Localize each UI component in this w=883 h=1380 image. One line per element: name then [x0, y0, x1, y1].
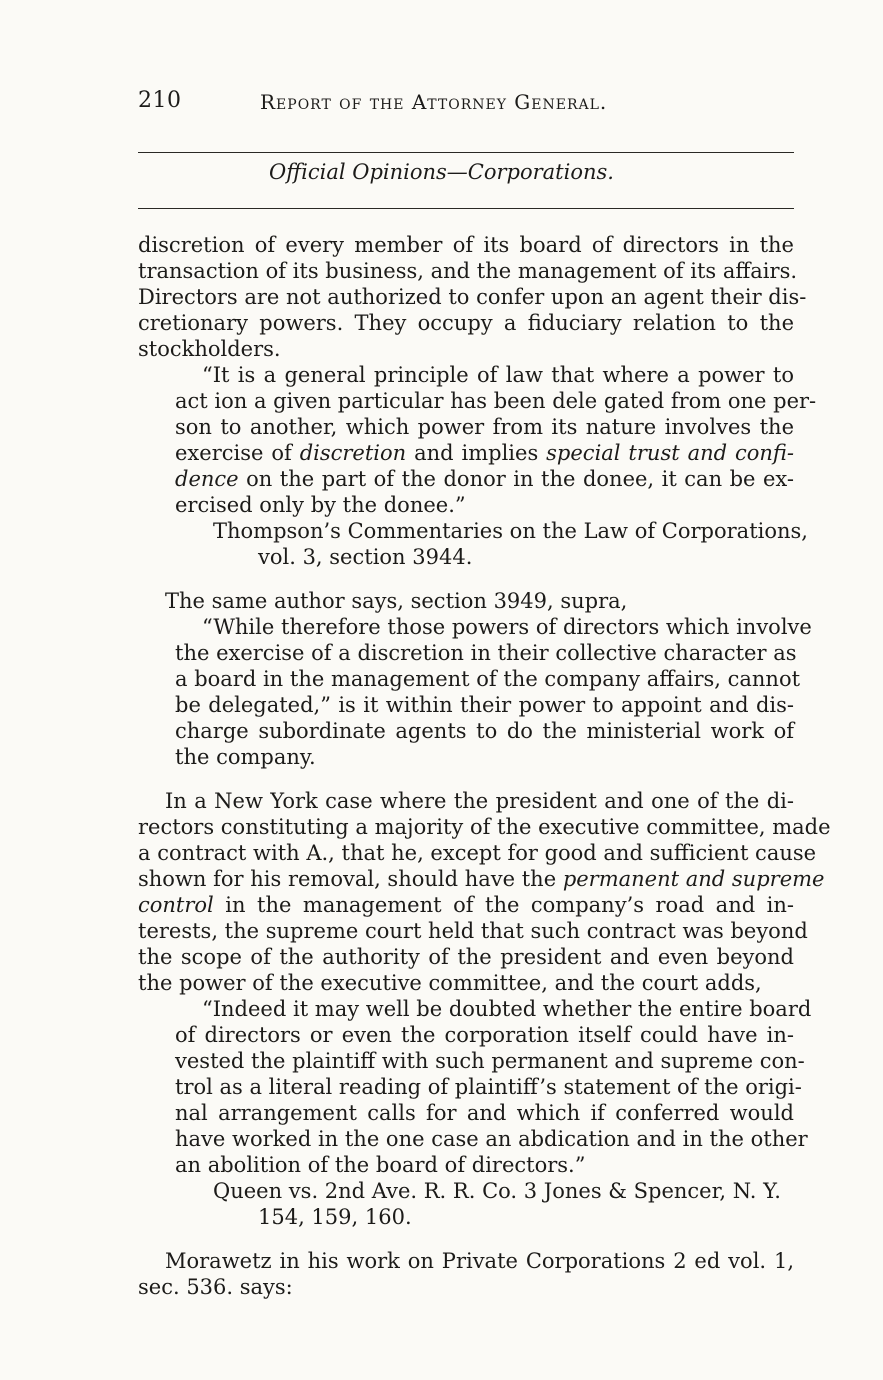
block-quote-1 [175, 362, 817, 518]
text-line: “While therefore those powers of directors which involve [202, 615, 812, 639]
paragraph-4 [138, 1248, 794, 1300]
italic-run: dence [175, 467, 239, 491]
header-rule-bottom [138, 208, 794, 209]
italic-run: special trust and confi- [546, 441, 795, 465]
text-line: a board in the management of the company affairs, cannot [175, 667, 801, 691]
section-title: Official Opinions—Corporations. [269, 160, 614, 184]
text-line: stockholders. [138, 337, 281, 361]
text-line: transaction of its business, and the management of its affairs. [138, 259, 798, 283]
text-line [138, 892, 794, 918]
header-rule-top [138, 152, 794, 153]
text-line: “It is a general principle of law that where a power to [202, 363, 794, 387]
citation-1 [138, 518, 808, 570]
text-line [175, 440, 794, 466]
text-line: the power of the executive committee, and the court adds, [138, 971, 762, 995]
text-line [175, 466, 794, 492]
text-line: Morawetz in his work on Private Corporations 2 ed vol. 1, [165, 1249, 794, 1273]
text-line: have worked in the one case an abdication and in the other [175, 1127, 808, 1151]
running-head: Report of the Attorney General. [260, 90, 608, 114]
text-line: In a New York case where the president and one of the di- [165, 789, 794, 813]
text-line [138, 866, 825, 892]
text-line: terests, the supreme court held that such contract was beyond [138, 919, 808, 943]
text-line: rectors constituting a majority of the executive committee, made [138, 815, 831, 839]
text-line: sec. 536. says: [138, 1275, 293, 1299]
italic-run: permanent and supreme [562, 867, 825, 891]
text-line: charge subordinate agents to do the ministerial work of [175, 719, 794, 743]
text-line: the scope of the authority of the president and even beyond [138, 945, 794, 969]
text-run: exercise of [175, 441, 300, 465]
text-line: ercised only by the donee.” [175, 493, 466, 517]
body-text [138, 232, 831, 1300]
citation-line: vol. 3, section 3944. [258, 545, 473, 569]
text-line: be delegated,” is it within their power to appoint and dis- [175, 693, 794, 717]
text-line: son to another, which power from its nature involves the [175, 415, 794, 439]
italic-run: control [138, 893, 214, 917]
paragraph-3 [138, 788, 831, 996]
text-run: and implies [406, 441, 547, 465]
text-line: trol as a literal reading of plaintiff’s statement of the origi- [175, 1075, 802, 1099]
citation-line: Thompson’s Commentaries on the Law of Corporations, [213, 519, 808, 543]
citation-line: Queen vs. 2nd Ave. R. R. Co. 3 Jones & Spencer, N. Y. [213, 1179, 781, 1203]
text-line: the exercise of a discretion in their collective character as [175, 641, 797, 665]
citation-2 [138, 1178, 794, 1230]
citation-line: 154, 159, 160. [258, 1205, 412, 1229]
page-number: 210 [138, 88, 182, 113]
text-line: a contract with A., that he, except for good and sufficient cause [138, 841, 817, 865]
text-line: discretion of every member of its board of directors in the [138, 233, 794, 257]
text-line: The same author says, section 3949, supra, [165, 589, 628, 613]
text-line: act ion a given particular has been dele gated from one per- [175, 389, 817, 413]
text-line: vested the plaintiff with such permanent and supreme con- [175, 1049, 805, 1073]
text-run: in the management of the company’s road and in- [213, 893, 794, 917]
text-line: an abolition of the board of directors.” [175, 1153, 586, 1177]
text-run: shown for his removal, should have the [138, 867, 563, 891]
paragraph-1 [138, 232, 807, 362]
text-line: Directors are not authorized to confer upon an agent their dis- [138, 285, 807, 309]
text-line: “Indeed it may well be doubted whether the entire board [202, 997, 812, 1021]
text-line: of directors or even the corporation itself could have in- [175, 1023, 794, 1047]
text-line: cretionary powers. They occupy a fiduciary relation to the [138, 311, 794, 335]
text-run: on the part of the donor in the donee, it can be ex- [238, 467, 794, 491]
italic-run: discretion [299, 441, 407, 465]
text-line: nal arrangement calls for and which if conferred would [175, 1101, 794, 1125]
block-quote-3 [175, 996, 812, 1178]
paragraph-2 [138, 588, 794, 614]
block-quote-2 [175, 614, 812, 770]
text-line: the company. [175, 745, 316, 769]
